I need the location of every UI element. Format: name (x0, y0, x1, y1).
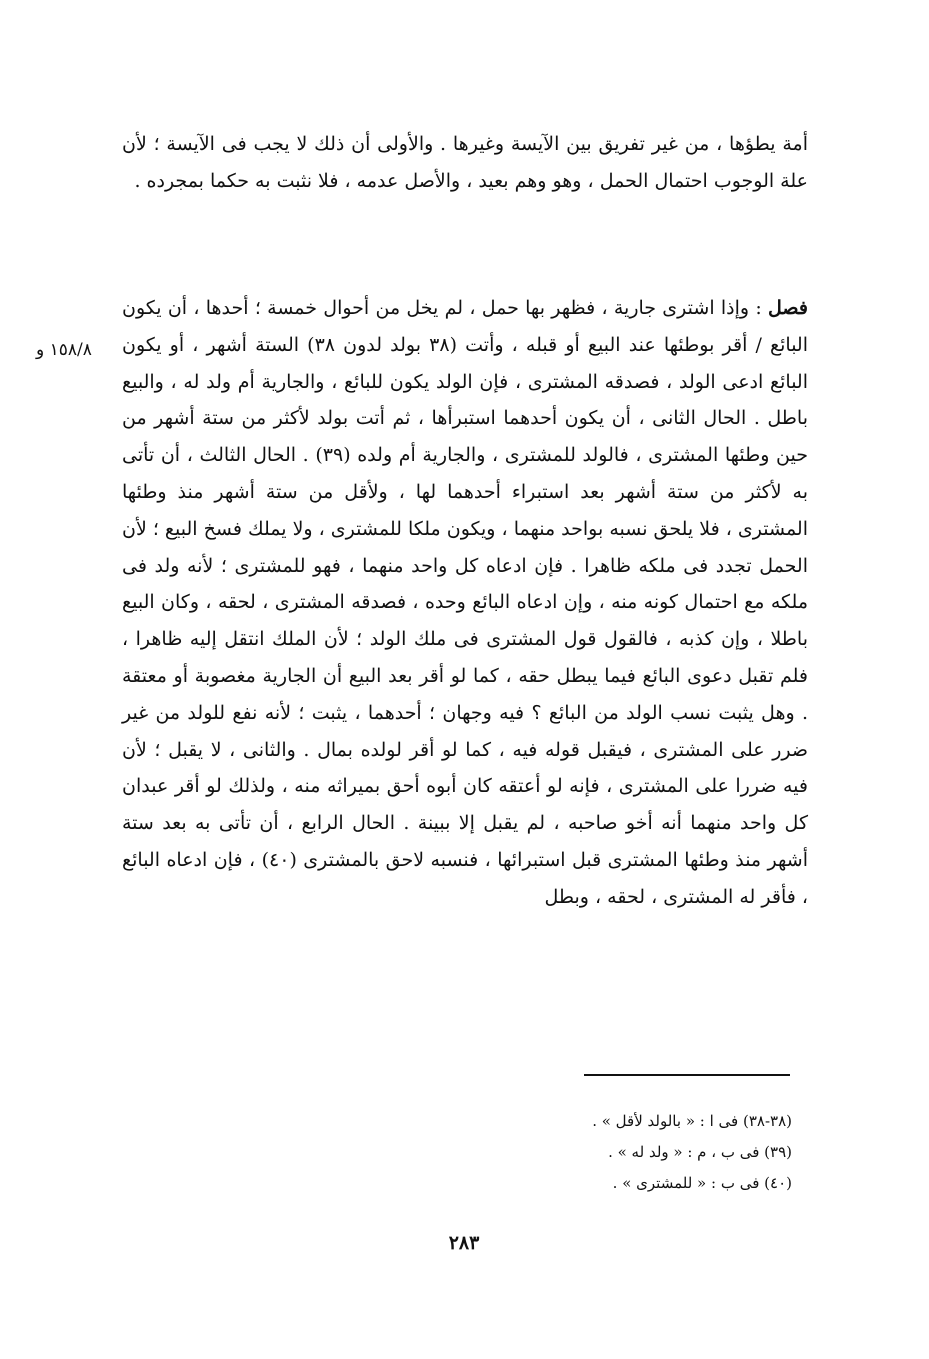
footnote-divider (584, 1074, 790, 1076)
footnote-39: (٣٩) فى ب ، م : « ولد له » . (608, 1143, 792, 1161)
footnote-38: (٣٨-٣٨) فى ا : « بالولد لأقل » . (592, 1112, 792, 1130)
section-heading: فصل (768, 297, 808, 319)
paragraph-1 (122, 126, 808, 200)
paragraph-1-text: أمة يطؤها ، من غير تفريق بين الآيسة وغيرها . والأولى أن ذلك لا يجب فى الآيسة ؛ لأن علة الوجوب احتمال الحمل ، وهو وهم بعيد ، والأصل عدمه ، فلا نثبت به حكما بمجرده . (122, 133, 808, 192)
margin-reference: ١٥٨/٨ و (36, 340, 92, 360)
paragraph-2-body (122, 290, 808, 916)
footnote-40: (٤٠) فى ب : « للمشترى » . (612, 1174, 792, 1192)
paragraph-2 (122, 290, 808, 916)
footnotes (380, 1106, 792, 1199)
page-number: ٢٨٣ (448, 1232, 480, 1254)
paragraph-2-text: : وإذا اشترى جارية ، فظهر بها حمل ، لم يخل من أحوال خمسة ؛ أحدها ، أن يكون البائع / أقر بوطئها عند البيع أو قبله ، وأتت (٣٨ بولد لدون ٣٨) الستة أشهر ، أو يكون البائع ادعى الولد ، فصدقه المشترى ، فإن الولد يكون للبائع ، والجارية أم ولد له ، والبيع باطل . الحال الثانى ، أن يكون أحدهما استبرأها ، ثم أتت بولد لأكثر من ستة أشهر من حين وطئها المشترى ، فالولد للمشترى ، والجارية أم ولده (٣٩) . الحال الثالث ، أن تأتى به لأكثر من ستة أشهر بعد استبراء أحدهما لها ، ولأقل من ستة أشهر منذ وطئها المشترى ، فلا يلحق نسبه بواحد منهما ، ويكون ملكا للمشترى ، ولا يملك فسخ البيع ؛ لأن الحمل تجدد فى ملكه ظاهرا . فإن ادعاه كل واحد منهما ، فهو للمشترى ؛ لأنه ولد فى ملكه مع احتمال كونه منه ، وإن ادعاه البائع وحده ، فصدقه المشترى ، لحقه ، وكان البيع باطلا ، وإن كذبه ، فالقول قول المشترى فى ملك الولد ؛ لأن الملك انتقل إليه ظاهرا ، فلم تقبل دعوى البائع فيما يبطل حقه ، كما لو أقر بعد البيع أن الجارية مغصوبة أو معتقة . وهل يثبت نسب الولد من البائع ؟ فيه وجهان ؛ أحدهما ، يثبت ؛ لأنه نفع للولد من غير ضرر على المشترى ، فيقبل قوله فيه ، كما لو أقر لولده بمال . والثانى ، لا يقبل ؛ لأن فيه ضررا على المشترى ، فإنه لو أعتقه كان أبوه أحق بميراثه منه ، ولذلك لو أقر عبدان كل واحد منهما أنه أخو صاحبه ، لم يقبل إلا ببينة . الحال الرابع ، أن تأتى به بعد ستة أشهر منذ وطئها المشترى قبل استبرائها ، فنسبه لاحق بالمشترى (٤٠) ، فإن ادعاه البائع ، فأقر له المشترى ، لحقه ، وبطل (122, 297, 809, 908)
